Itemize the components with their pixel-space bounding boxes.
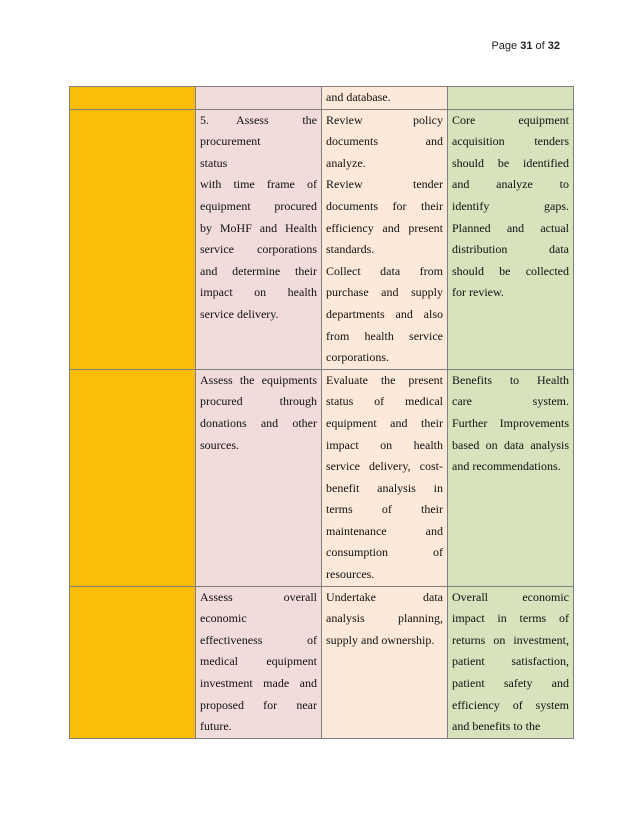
text-line: benefit analysis in [326, 480, 443, 495]
text-line: Planned and actual [452, 220, 569, 235]
text-line: efficiency of system [452, 697, 569, 712]
method-cell [322, 87, 448, 110]
text-line: terms of their [326, 502, 443, 517]
text-line: status [200, 155, 228, 170]
text-line: economic [200, 611, 247, 626]
text-line: consumption of [326, 545, 443, 560]
text-line: equipment procured [200, 198, 317, 213]
text-line: Overall economic [452, 589, 569, 604]
text-line: impact on health [326, 437, 443, 452]
text-line: and benefits to the [452, 719, 541, 734]
page-total: 32 [547, 40, 560, 52]
table-row [70, 109, 574, 369]
category-cell [70, 586, 196, 738]
text-line: based on data analysis [452, 437, 569, 452]
text-line: by MoHF and Health [200, 220, 317, 235]
activity-table [69, 86, 574, 739]
text-line: should be collected [452, 263, 569, 278]
text-line: proposed for near [200, 697, 317, 712]
text-line: efficiency and present [326, 220, 443, 235]
method-cell [322, 586, 448, 738]
text-line: care system. [452, 394, 569, 409]
outcome-cell [448, 369, 574, 586]
text-line: maintenance and [326, 523, 443, 538]
page-sep: of [532, 40, 548, 52]
text-line: sources. [200, 437, 239, 452]
page-current: 31 [520, 40, 533, 52]
text-line: with time frame of [200, 177, 317, 192]
outcome-cell [448, 87, 574, 110]
text-line: Collect data from [326, 263, 443, 278]
text-line: from health service [326, 328, 443, 343]
text-line: service corporations [200, 242, 317, 257]
text-line: procurement [200, 134, 261, 149]
text-line: impact on health [200, 285, 317, 300]
activity-cell [196, 369, 322, 586]
text-line: acquisition tenders [452, 134, 569, 149]
text-line: service delivery, cost- [326, 459, 443, 474]
text-line: Core equipment [452, 112, 569, 127]
text-line: Review policy [326, 112, 443, 127]
category-cell [70, 369, 196, 586]
text-line: departments and also [326, 306, 443, 321]
text-line: effectiveness of [200, 632, 317, 647]
text-line: corporations. [326, 350, 389, 365]
text-line: 5. Assess the [200, 112, 318, 127]
text-line: service delivery. [200, 306, 279, 321]
text-line: medical equipment [200, 654, 317, 669]
text-line: Assess the equipments [200, 372, 317, 387]
text-line: patient satisfaction, [452, 654, 569, 669]
page-prefix: Page [491, 40, 521, 52]
text-line: patient safety and [452, 676, 569, 691]
text-line: standards. [326, 242, 375, 257]
text-line: analysis planning, [326, 611, 443, 626]
outcome-cell [448, 586, 574, 738]
activity-cell [196, 109, 322, 369]
text-line: documents and [326, 134, 443, 149]
text-line: Assess overall [200, 589, 317, 604]
text-line: impact in terms of [452, 611, 569, 626]
text-line: and analyze to [452, 177, 569, 192]
text-line: and determine their [200, 263, 317, 278]
table-row [70, 369, 574, 586]
text-line: donations and other [200, 415, 317, 430]
text-line: identify gaps. [452, 198, 569, 213]
text-line: equipment and their [326, 415, 443, 430]
activity-cell [196, 586, 322, 738]
text-line: Benefits to Health [452, 372, 569, 387]
text-line: and recommendations. [452, 459, 561, 474]
text-line: status of medical [326, 394, 443, 409]
outcome-cell [448, 109, 574, 369]
text-line: Evaluate the present [326, 372, 443, 387]
activity-cell [196, 87, 322, 110]
table-row [70, 586, 574, 738]
text-line: Review tender [326, 177, 443, 192]
table-row [70, 87, 574, 110]
text-line: investment made and [200, 676, 317, 691]
text-line: future. [200, 719, 232, 734]
text-line: procured through [200, 394, 317, 409]
text-line: Undertake data [326, 589, 443, 604]
method-cell [322, 369, 448, 586]
text-line: supply and ownership. [326, 632, 435, 647]
category-cell [70, 109, 196, 369]
text-line: distribution data [452, 242, 569, 257]
text-line: purchase and supply [326, 285, 443, 300]
text-line: analyze. [326, 155, 366, 170]
text-line: should be identified [452, 155, 569, 170]
text-line: and database. [326, 90, 391, 104]
category-cell [70, 87, 196, 110]
text-line: for review. [452, 285, 504, 300]
text-line: returns on investment, [452, 632, 569, 647]
page-number [491, 40, 560, 52]
text-line: documents for their [326, 198, 443, 213]
text-line: resources. [326, 567, 375, 582]
method-cell [322, 109, 448, 369]
text-line: Further Improvements [452, 415, 569, 430]
